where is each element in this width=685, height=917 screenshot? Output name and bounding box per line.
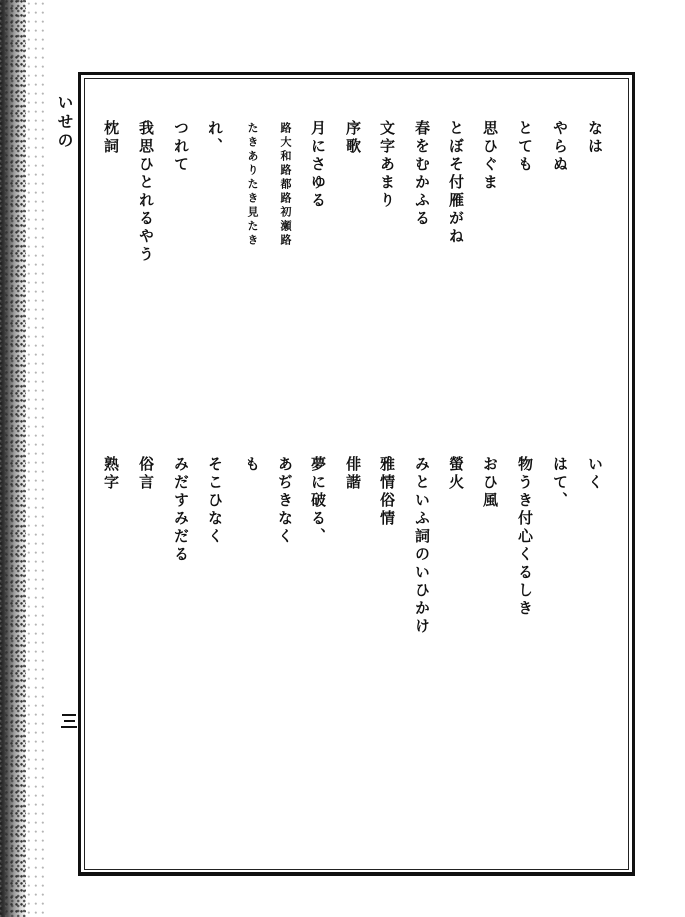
lower-column-15: 熟字 [102,456,120,492]
page-number-stroke [64,720,75,722]
upper-column-8: 序歌 [344,120,362,156]
page-number [60,714,80,730]
upper-column-12: れ、 [206,120,224,156]
lower-column-2: はて、 [551,456,569,510]
section-header: いせの [55,94,74,151]
lower-column-14: 俗言 [137,456,155,492]
lower-column-1: いく [586,456,604,492]
lower-column-6: みといふ詞のいひかけ [413,456,431,636]
upper-column-4: 思ひぐま [481,120,499,192]
lower-column-8: 俳諧 [344,456,362,492]
upper-column-6: 春をむかふる [413,120,431,228]
lower-column-7: 雅情俗情 [378,456,396,528]
lower-column-13: みだすみだる [172,456,190,564]
upper-column-5: とぼそ付雁がね [447,120,465,246]
page-number-stroke [61,726,77,728]
upper-column-13: つれて [172,120,190,174]
upper-column-9: 月にさゆる [309,120,327,210]
upper-column-2: やらぬ [551,120,569,174]
lower-column-11: も [243,456,261,474]
binding-edge [0,0,26,917]
lower-column-10: あぢきなく [276,456,294,546]
lower-column-9: 夢に破る、 [309,456,327,546]
lower-column-12: そこひなく [206,456,224,546]
lower-column-4: おひ風 [481,456,499,510]
lower-column-5: 螢火 [447,456,465,492]
upper-column-15: 枕詞 [102,120,120,156]
page-number-stroke [62,714,76,716]
upper-column-7: 文字あまり [378,120,396,210]
upper-column-3: とても [516,120,534,174]
upper-column-1: なは [586,120,604,156]
upper-column-14: 我思ひとれるやう [137,120,155,264]
upper-column-10: 路大和路都路初瀬路 [279,122,292,248]
upper-column-11: たきありたき見たき [246,122,259,248]
binding-speckle [26,0,44,917]
lower-column-3: 物うき付心くるしき [516,456,534,618]
